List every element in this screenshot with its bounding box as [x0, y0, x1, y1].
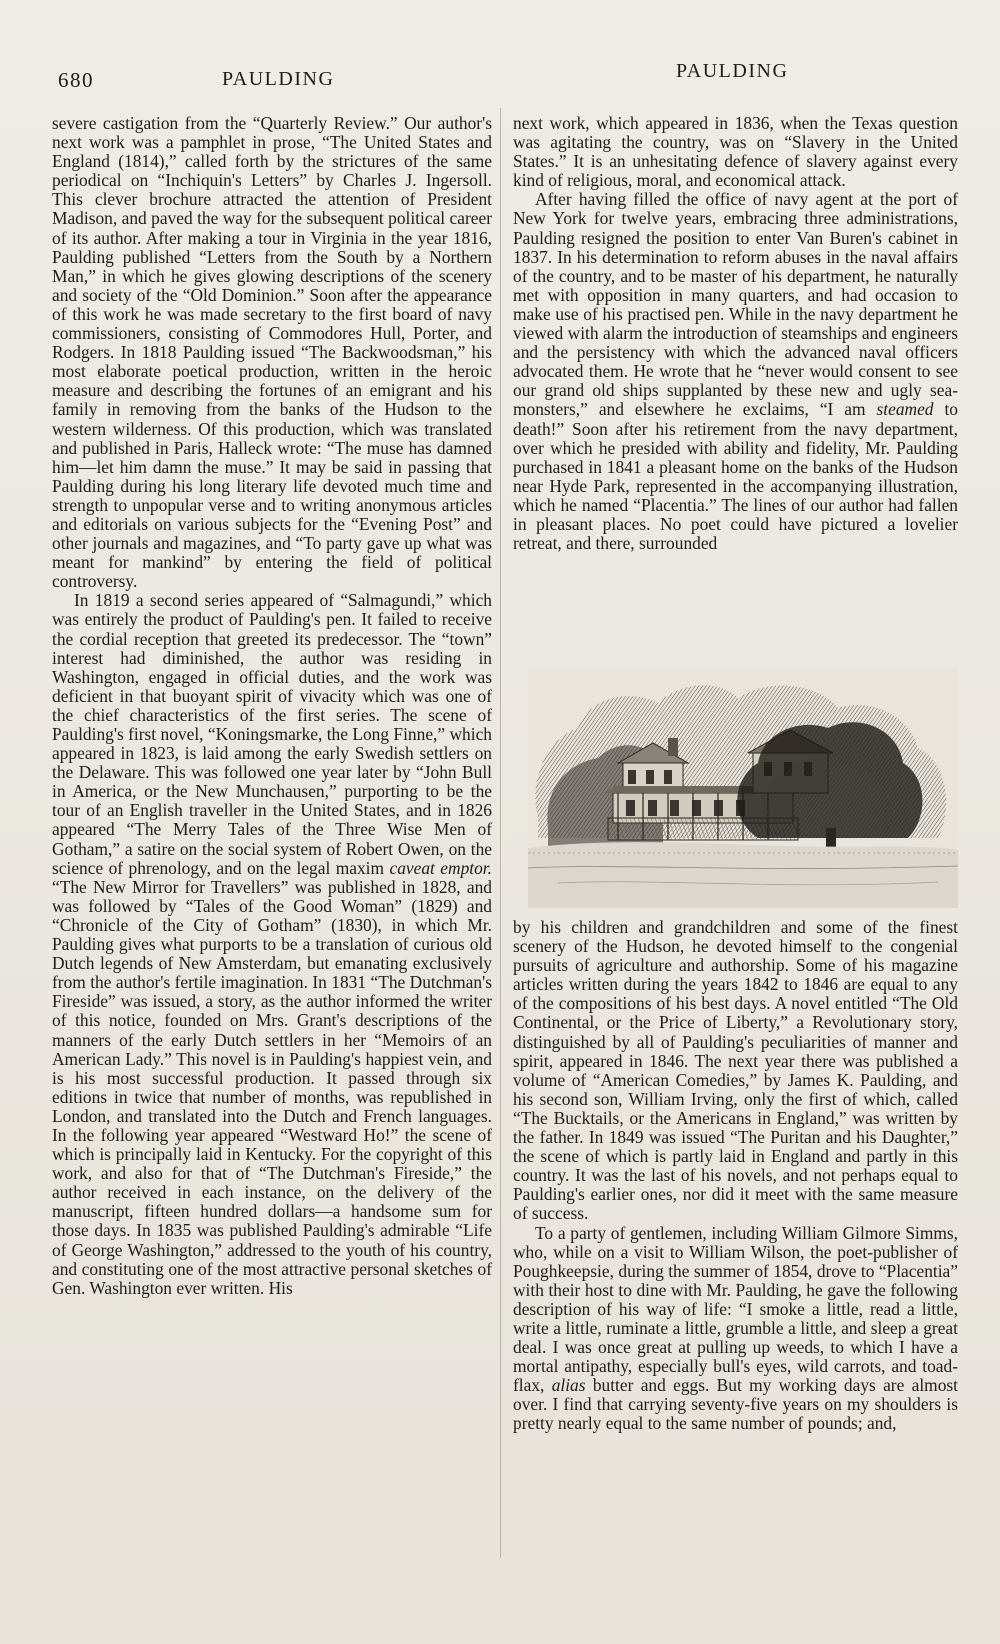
- right-paragraph-4-text-a: To a party of gentlemen, including William Gilmore Simms, who, while on a visit to William Wilson, the poet-publisher of Poughkeepsie, during the summer of 1854, drove to “Placentia” with their host to dine with Mr. Paulding, he gave the following description of his way of life: “I smoke a little, read a little, write a little, ruminate a little, grumble a little, and sleep a great deal. I was once great at pulling up weeds, to which I have a mortal antipathy, especially bull's eyes, wild carrots, and toad-flax,: [513, 1222, 958, 1396]
- column-divider: [500, 108, 501, 1558]
- right-column-bottom: [513, 918, 958, 1434]
- right-paragraph-4-text-b: butter and eggs. But my working days are almost over. I find that carrying seventy-five years on my shoulders is pretty nearly equal to the same number of pounds; and,: [513, 1375, 958, 1434]
- left-column: [52, 114, 492, 1564]
- right-paragraph-1: next work, which appeared in 1836, when the Texas question was agitating the country, was on “Slavery in the United States.” It is an unhesitating defence of slavery against every kind of religious, moral, and economical attack.: [513, 113, 958, 191]
- left-paragraph-2: [52, 591, 492, 1297]
- right-paragraph-4-italic: alias: [551, 1375, 586, 1396]
- running-head-left: PAULDING: [222, 68, 335, 90]
- placentia-house-engraving: [528, 668, 958, 908]
- left-paragraph-1: severe castigation from the “Quarterly Review.” Our author's next work was a pamphlet in prose, “The United States and England (1814),” called forth by the strictures of the same periodical on “Inchiquin's Letters” by Charles J. Ingersoll. This clever brochure attracted the attention of President Madison, and paved the way for the subsequent political career of its author. After making a tour in Virginia in the year 1816, Paulding published “Letters from the South by a Northern Man,” in which he gives glowing descriptions of the scenery and society of the “Old Dominion.” Soon after the appearance of this work he was made secretary to the first board of navy commissioners, consisting of Commodores Hull, Porter, and Rodgers. In 1818 Paulding issued “The Backwoodsman,” his most elaborate poetical production, written in the heroic measure and describing the fortunes of an emigrant and his family in removing from the banks of the Hudson to the western wilderness. Of this production, which was translated and published in Paris, Halleck wrote: “The muse has damned him—let him damn the muse.” It may be said in passing that Paulding during his long literary life devoted much time and strength to unpopular verse and to writing anonymous articles and editorials on various subjects for the “Evening Post” and other journals and magazines, and “To party gave up what was meant for mankind” by entering the field of political controversy.: [52, 113, 492, 592]
- left-paragraph-2-text-a: In 1819 a second series appeared of “Salmagundi,” which was entirely the product of Paulding's pen. It failed to receive the cordial reception that greeted its predecessor. The “town” interest had diminished, the author was residing in Washington, engaged in official duties, and the work was deficient in that buoyant spirit of vivacity which was one of the chief characteristics of the first series. The scene of Paulding's first novel, “Koningsmarke, the Long Finne,” which appeared in 1823, is laid among the early Swedish settlers on the Delaware. This was followed one year later by “John Bull in America, or the New Munchausen,” purporting to be the tour of an English traveller in the United States, and in 1826 appeared “The Merry Tales of the Three Wise Men of Gotham,” a satire on the social system of Robert Owen, on the science of phrenology, and on the legal maxim: [52, 590, 492, 878]
- running-head-right: PAULDING: [676, 60, 789, 82]
- page-header: [40, 58, 960, 92]
- page-number: 680: [58, 68, 94, 92]
- right-paragraph-2-italic: steamed: [876, 399, 934, 420]
- right-column-top: [513, 114, 958, 553]
- right-paragraph-2: [513, 190, 958, 553]
- right-paragraph-4: [513, 1224, 958, 1434]
- left-paragraph-2-italic: caveat emptor.: [389, 857, 492, 878]
- left-paragraph-2-text-b: “The New Mirror for Travellers” was published in 1828, and was followed by “Tales of the Good Woman” (1829) and “Chronicle of the City of Gotham” (1830), in which Mr. Paulding gives what purports to be a translation of curious old Dutch legends of New Amsterdam, but emanating exclusively from the author's fertile imagination. In 1831 “The Dutchman's Fireside” was issued, a story, as the author informed the writer of this notice, founded on Mrs. Grant's descriptions of the manners of the early Dutch settlers in her “Memoirs of an American Lady.” This novel is in Paulding's happiest vein, and is his most successful production. It passed through six editions in twice that number of months, was republished in London, and translated into the Dutch and French languages. In the following year appeared “Westward Ho!” the scene of which is principally laid in Kentucky. For the copyright of this work, and also for that of “The Dutchman's Fireside,” the author received in each instance, on the delivery of the manuscript, fifteen hundred dollars—a handsome sum for those days. In 1835 was published Paulding's admirable “Life of George Washington,” addressed to the youth of his country, and constituting one of the most attractive personal sketches of Gen. Washington ever written. His: [52, 876, 492, 1298]
- right-paragraph-2-text-b: to death!” Soon after his retirement from the navy department, over which he presided with ability and fidelity, Mr. Paulding purchased in 1841 a pleasant home on the banks of the Hudson near Hyde Park, represented in the accompanying illustration, which he named “Placentia.” The lines of our author had fallen in pleasant places. No poet could have pictured a lovelier retreat, and there, surrounded: [513, 399, 958, 554]
- right-paragraph-3: by his children and grandchildren and some of the finest scenery of the Hudson, he devoted himself to the congenial pursuits of agriculture and authorship. Some of his magazine articles written during the years 1842 to 1846 are equal to any of the compositions of his best days. A novel entitled “The Old Continental, or the Price of Liberty,” a Revolutionary story, distinguished by all of Paulding's peculiarities of manner and spirit, appeared in 1846. The next year there was published a volume of “American Comedies,” by James K. Paulding, and his second son, William Irving, only the first of which, called “The Bucktails, or the Americans in England,” was written by the father. In 1849 was issued “The Puritan and his Daughter,” the scene of which is partly laid in England and partly in this country. It was the last of his novels, and not perhaps equal to Paulding's earlier ones, nor did it meet with the same measure of success.: [513, 917, 958, 1224]
- right-paragraph-2-text-a: After having filled the office of navy agent at the port of New York for twelve years, embracing three administrations, Paulding resigned the position to enter Van Buren's cabinet in 1837. In his determination to reform abuses in the naval affairs of the country, and to be master of his department, he naturally met with opposition in many quarters, and had occasion to make use of his practised pen. While in the navy department he viewed with alarm the introduction of steamships and engineers and the persistency with which the advanced naval officers advocated them. He wrote that he “never would consent to see our grand old ships supplanted by these new and ugly sea-monsters,” and elsewhere he exclaims, “I am: [513, 189, 958, 420]
